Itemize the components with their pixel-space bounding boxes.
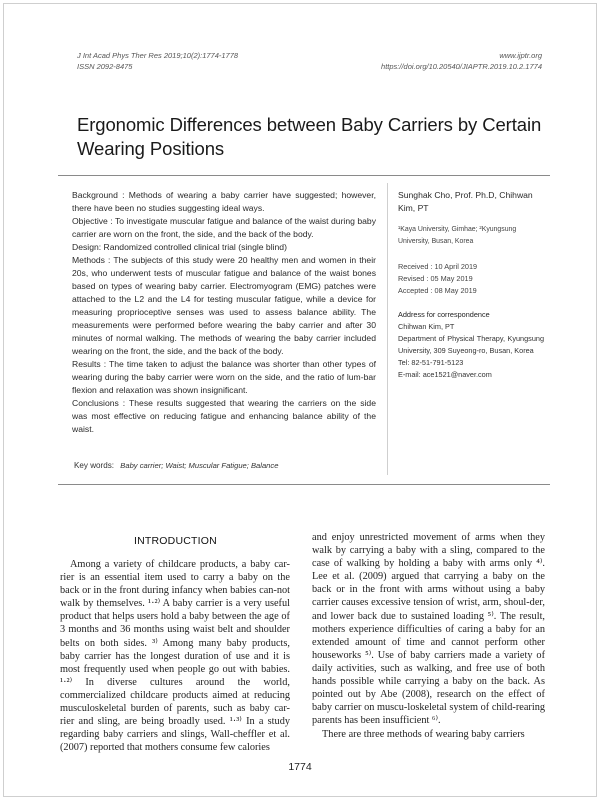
affiliation: ¹Kaya University, Gimhae; ²Kyungsung University, Busan, Korea	[398, 226, 517, 245]
doi-link[interactable]: https://doi.org/10.20540/JIAPTR.2019.10.2.1774	[381, 62, 542, 71]
intro-paragraph-2: and enjoy unrestricted movement of arms when they walk by carrying a baby with a sling, compared to the case of walking by holding a baby with arms only ⁴⁾. Lee et al. (2009) argued that carrying a baby on the back or in the front with arms without using a baby carrier causes excessive tension of wrist, arm, shoul-der, and lower back due to sustained loading ⁵⁾. The result, mothers experience difficulties of caring a baby for an extended amount of time and cannot perform other houseworks ⁵⁾. Use of baby carriers made a variety of daily activities, such as walking, and free use of both hands possible while carrying a baby on the back. As pointed out by Abe (2008), research on the effect of baby carrier on muscu-loskeletal system of child-rearing parents has been insufficient ⁶⁾.	[312, 532, 545, 727]
revised-date: Revised : 05 May 2019	[398, 274, 473, 283]
journal-header	[77, 50, 238, 72]
abstract	[72, 189, 376, 436]
correspondence	[398, 309, 544, 381]
correspondence-tel: Tel: 82-51-791-5123	[398, 358, 464, 367]
article-title: Ergonomic Differences between Baby Carriers by Certain Wearing Positions	[77, 114, 542, 159]
keywords-label: Key words:	[74, 461, 115, 470]
correspondence-name: Chihwan Kim, PT	[398, 322, 455, 331]
article-dates	[398, 261, 540, 297]
keywords	[74, 461, 278, 470]
abstract-results: Results : The time taken to adjust the balance was shorter than other types of wearing during the baby carrier were worn on the side, and the ratio of lum-bar flexion and relaxation was shown insignificant.	[72, 359, 376, 395]
correspondence-dept: Department of Physical Therapy, Kyungsung University, 309 Suyeong-ro, Busan, Korea	[398, 334, 544, 355]
intro-column-left	[60, 558, 290, 754]
correspondence-title: Address for correspondence	[398, 310, 490, 319]
authors: Sunghak Cho, Prof. Ph.D, Chihwan Kim, PT	[398, 190, 533, 213]
correspondence-email[interactable]: E-mail: ace1521@naver.com	[398, 370, 492, 379]
accepted-date: Accepted : 08 May 2019	[398, 286, 477, 295]
issn: ISSN 2092-8475	[77, 62, 133, 71]
abstract-background: Background : Methods of wearing a baby carrier have suggested; however, there have been no studies suggesting ideal ways.	[72, 190, 376, 213]
keywords-list: Baby carrier; Waist; Muscular Fatigue; Balance	[120, 461, 279, 470]
received-date: Received : 10 April 2019	[398, 262, 478, 271]
journal-links	[381, 50, 542, 72]
abstract-methods: Methods : The subjects of this study were 20 healthy men and women in their 20s, who underwent tests of muscular fatigue and balance of the waist bones based on types of wearing baby carrier. Electromyogram (EMG) patches were attached to the L2 and the L4 for testing muscular fatigue, while a device for measuring proprioceptive senses was used to assess balance ability. The measurements were performed before wearing the baby carrier and after 30 minutes of normal walking. The methods of wearing the baby carrier included wearing on the front, the side, and the back of the body.	[72, 255, 376, 356]
abstract-conclusions: Conclusions : These results suggested that wearing the carriers on the side was most effective on reducing fatigue and enhancing balance ability of the waist.	[72, 398, 376, 434]
abstract-objective: Objective : To investigate muscular fatigue and balance of the waist during baby carrier are worn on the front, the side, and the back of the body.	[72, 216, 376, 239]
page-number: 1774	[288, 761, 312, 773]
intro-column-right	[312, 531, 545, 742]
abstract-design: Design: Randomized controlled clinical trial (single blind)	[72, 242, 287, 252]
intro-paragraph-3: There are three methods of wearing baby carriers	[322, 729, 525, 741]
introduction-heading: INTRODUCTION	[134, 535, 217, 547]
abstract-divider	[387, 183, 388, 475]
website-link[interactable]: www.ijptr.org	[499, 51, 542, 60]
journal-citation: J Int Acad Phys Ther Res 2019;10(2):1774-1778	[77, 51, 239, 60]
intro-paragraph-1: Among a variety of childcare products, a baby car-rier is an essential item used to carry a baby on the back or in the front during infancy when babies can-not walk by themselves. ¹·²⁾ A baby carrier is a very useful product that helps users hold a baby between the age of 3 months and 36 months using waist belt and shoulder belts on both sides. ³⁾ Among many baby products, baby carrier has the longest duration of use and it is most frequently used when people go out with babies. ¹·²⁾ In diverse cultures around the world, commercialized childcare products aimed at reducing musculoskeletal burden of parents, such as baby car-rier and sling, are being broadly used. ¹·³⁾ In a study regarding baby carriers and slings, Wall-cheffler et al. (2007) reported that mothers consume few calories	[60, 559, 290, 754]
